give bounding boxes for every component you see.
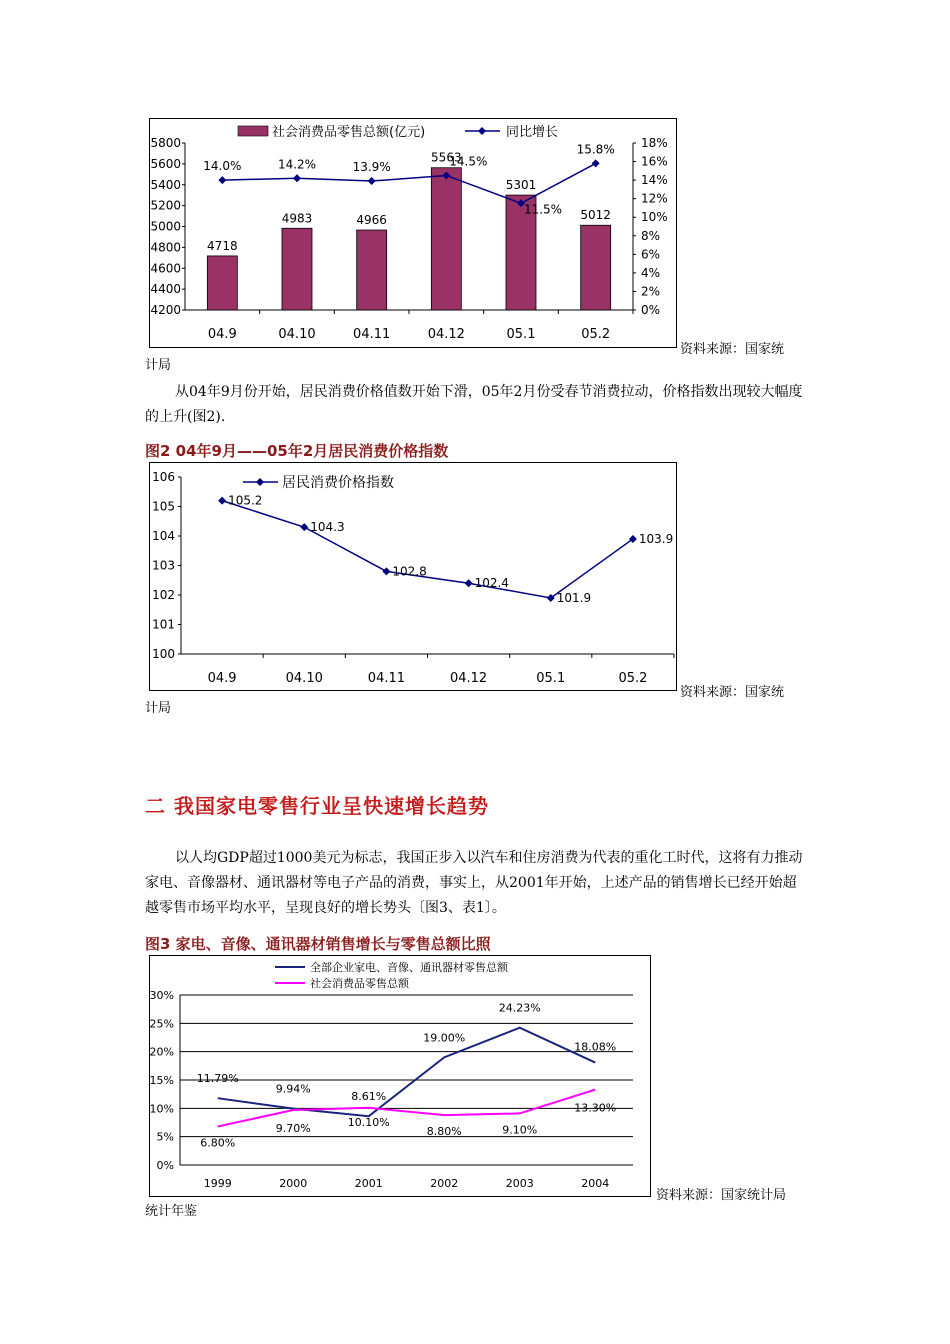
cpi-point [218, 497, 226, 505]
section-heading: 二 我国家电零售行业呈快速增长趋势 [145, 794, 489, 818]
figure3-source: 资料来源：国家统计局 [656, 1188, 787, 1203]
y2-tick-label: 4% [641, 265, 661, 280]
x-tick-label: 2003 [505, 1177, 534, 1190]
bar-value-label: 5563 [431, 150, 462, 165]
y-tick-label: 5000 [150, 219, 181, 234]
figure1-source-cont: 计局 [145, 358, 172, 373]
series-line-0 [218, 1028, 596, 1117]
y-tick-label: 5% [156, 1130, 174, 1144]
x-tick-label: 2002 [430, 1177, 459, 1190]
x-tick-label: 04.10 [285, 671, 323, 686]
y2-tick-label: 6% [641, 247, 661, 262]
growth-point [218, 176, 226, 184]
x-tick-label: 04.10 [278, 327, 316, 342]
series-value-label: 11.79% [196, 1072, 239, 1086]
y2-tick-label: 10% [641, 210, 668, 225]
cpi-value-label: 102.8 [392, 564, 427, 579]
growth-value-label: 11.5% [523, 202, 563, 217]
bar-value-label: 4718 [207, 238, 238, 253]
bar [357, 230, 387, 310]
figure3-chart [149, 955, 651, 1197]
x-tick-label: 04.12 [427, 327, 465, 342]
chart1-svg [150, 119, 676, 347]
series-value-label: 8.80% [426, 1125, 462, 1139]
series-value-label: 8.61% [351, 1090, 387, 1104]
y-tick-label: 25% [150, 1017, 174, 1031]
cpi-value-label: 104.3 [310, 520, 345, 535]
legend-label-1: 社会消费品零售总额 [310, 977, 409, 990]
x-tick-label: 2001 [354, 1177, 383, 1190]
x-tick-label: 04.12 [449, 671, 488, 686]
bar-value-label: 5012 [580, 208, 611, 223]
y2-tick-label: 8% [641, 228, 661, 243]
legend-label: 居民消费价格指数 [282, 475, 394, 491]
series-value-label: 9.10% [502, 1123, 538, 1137]
growth-value-label: 14.5% [449, 154, 488, 169]
x-tick-label: 04.11 [367, 671, 406, 686]
growth-point [592, 159, 600, 167]
bar [282, 228, 312, 310]
bar-value-label: 4966 [356, 213, 387, 228]
legend-marker [256, 478, 264, 486]
bar [431, 168, 461, 310]
bar [581, 225, 611, 310]
x-tick-label: 05.2 [618, 671, 648, 686]
x-tick-label: 2000 [279, 1177, 308, 1190]
y-tick-label: 106 [152, 470, 175, 484]
figure1-chart [149, 118, 677, 348]
figure3-title: 图3 家电、音像、通讯器材销售增长与零售总额比照 [145, 935, 491, 953]
y-tick-label: 5600 [150, 156, 181, 171]
legend-line-label: 同比增长 [506, 125, 559, 140]
y-tick-label: 103 [152, 558, 175, 573]
y-tick-label: 102 [152, 588, 175, 602]
y2-tick-label: 14% [641, 173, 668, 188]
y-tick-label: 104 [152, 529, 175, 543]
y-tick-label: 4800 [150, 240, 181, 255]
series-value-label: 24.23% [498, 1001, 541, 1015]
bar [207, 256, 237, 310]
bar-value-label: 5301 [505, 178, 537, 193]
figure2-source: 资料来源：国家统 [680, 685, 785, 700]
x-tick-label: 1999 [203, 1177, 232, 1190]
growth-value-label: 14.2% [277, 157, 317, 172]
cpi-point [382, 567, 390, 575]
y2-tick-label: 2% [641, 284, 661, 299]
cpi-value-label: 101.9 [556, 590, 592, 605]
series-value-label: 18.08% [574, 1040, 617, 1054]
y-tick-label: 5800 [150, 136, 181, 150]
cpi-point [300, 523, 308, 531]
growth-value-label: 15.8% [576, 142, 615, 157]
x-tick-label: 04.9 [207, 671, 237, 686]
y-tick-label: 5200 [150, 198, 181, 213]
x-tick-label: 05.2 [581, 327, 611, 342]
series-value-label: 6.80% [200, 1136, 236, 1150]
y-tick-label: 0% [156, 1159, 174, 1172]
x-tick-label: 04.9 [207, 327, 237, 342]
growth-point [368, 177, 376, 185]
legend-bar-swatch [238, 126, 268, 136]
y-tick-label: 4400 [150, 282, 181, 297]
legend-line-marker [478, 127, 486, 135]
cpi-value-label: 105.2 [228, 493, 263, 508]
series-value-label: 9.70% [275, 1122, 311, 1136]
figure2-chart [149, 462, 677, 691]
series-value-label: 9.94% [275, 1082, 311, 1096]
x-tick-label: 05.1 [536, 671, 566, 686]
y2-tick-label: 18% [641, 136, 668, 150]
growth-point [293, 174, 301, 182]
paragraph-cpi: 从04年9月份开始，居民消费价格值数开始下滑，05年2月份受春节消费拉动，价格指数出现较大幅度的上升(图2). [145, 384, 803, 425]
x-tick-label: 2004 [581, 1177, 610, 1190]
cpi-value-label: 102.4 [474, 576, 509, 591]
y-tick-label: 4600 [150, 261, 181, 276]
y2-tick-label: 0% [641, 303, 661, 317]
series-value-label: 13.30% [574, 1101, 617, 1115]
y-tick-label: 105 [152, 499, 175, 514]
legend-bar-label: 社会消费品零售总额(亿元) [272, 125, 426, 140]
y-tick-label: 101 [152, 617, 175, 632]
bar-value-label: 4983 [281, 211, 313, 226]
y-tick-label: 5400 [150, 177, 181, 192]
y2-tick-label: 16% [641, 154, 668, 169]
figure3-source-cont: 统计年鉴 [145, 1204, 198, 1219]
series-value-label: 19.00% [423, 1031, 466, 1045]
chart2-svg [150, 463, 676, 690]
y2-tick-label: 12% [641, 191, 668, 206]
figure2-source-cont: 计局 [145, 701, 172, 716]
y-tick-label: 100 [152, 647, 175, 661]
growth-value-label: 13.9% [352, 160, 391, 175]
y-tick-label: 10% [150, 1102, 174, 1116]
y-tick-label: 20% [150, 1045, 174, 1059]
y-tick-label: 4200 [150, 303, 181, 317]
legend-label-0: 全部企业家电、音像、通讯器材零售总额 [310, 961, 508, 974]
paragraph-appliance: 以人均GDP超过1000美元为标志，我国正步入以汽车和住房消费为代表的重化工时代，这将有力推动家电、音像器材、通讯器材等电子产品的消费，事实上，从2001年开始，上述产品的销售增长已经开始超越零售市场平均水平，呈现良好的增长势头〔图3、表1〕。 [145, 850, 803, 916]
cpi-point [465, 579, 473, 587]
figure1-source: 资料来源：国家统 [680, 342, 785, 357]
cpi-value-label: 103.9 [638, 531, 674, 546]
y-tick-label: 15% [150, 1074, 174, 1087]
chart3-svg [150, 956, 650, 1196]
figure2-title: 图2 04年9月——05年2月居民消费价格指数 [145, 442, 449, 460]
x-tick-label: 05.1 [506, 327, 536, 342]
x-tick-label: 04.11 [353, 327, 391, 342]
cpi-line [222, 501, 633, 598]
growth-value-label: 14.0% [203, 159, 242, 174]
y-tick-label: 30% [150, 989, 174, 1002]
series-value-label: 10.10% [347, 1115, 390, 1129]
